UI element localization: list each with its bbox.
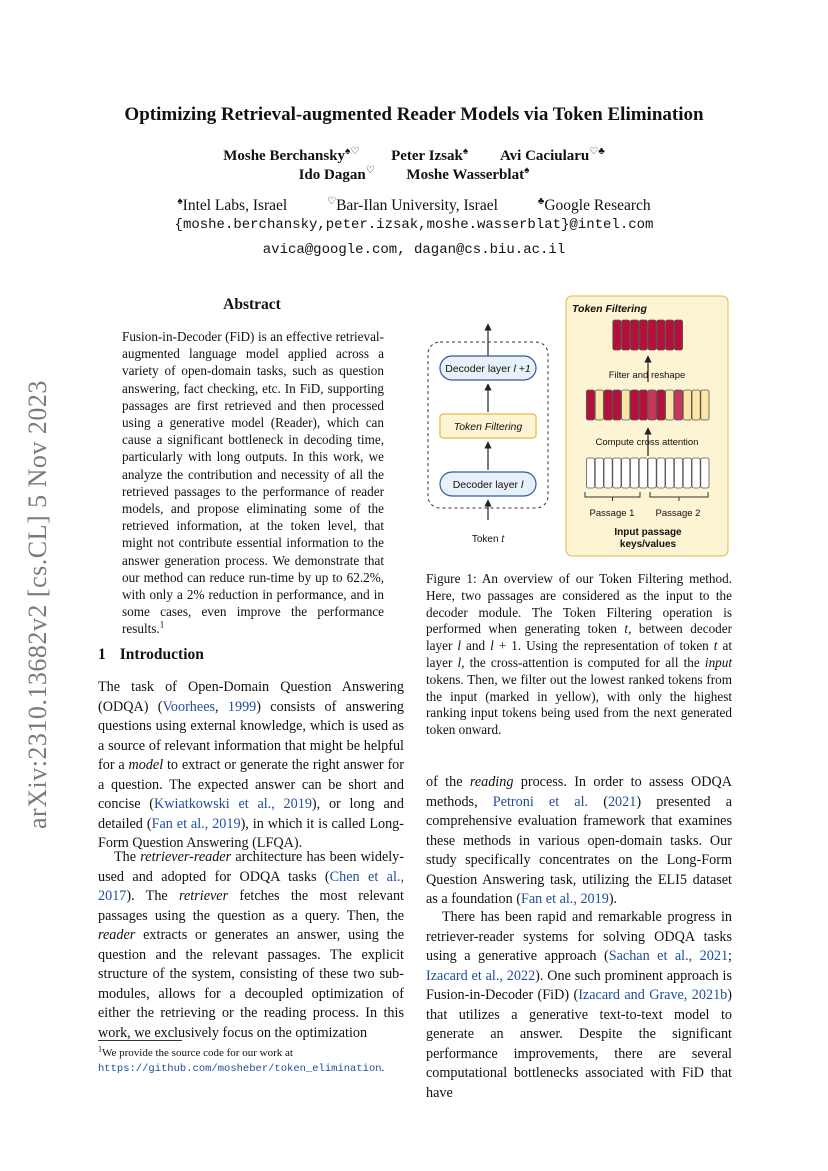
token-cell (639, 458, 647, 488)
citation-link[interactable]: Fan et al., 2019 (151, 815, 241, 832)
token-cell (622, 458, 630, 488)
filtered-token-row (613, 320, 683, 350)
source-code-link[interactable]: https://github.com/mosheber/token_elimination (98, 1063, 382, 1075)
author-name: Avi Caciularu♡♣ (499, 146, 605, 164)
token-cell (648, 458, 656, 488)
input-kv-label-line1: Input passage (614, 527, 682, 538)
author-name: Ido Dagan♡ (298, 165, 375, 183)
token-cell (639, 390, 647, 420)
token-cell (683, 390, 691, 420)
footnote: $^1$We provide the source code for our work at https://github.com/mosheber/token_elimination. (98, 1044, 385, 1075)
arxiv-identifier-stamp: arXiv:2310.13682v2 [cs.CL] 5 Nov 2023 (23, 380, 52, 830)
token-cell (613, 320, 621, 350)
token-cell (666, 320, 674, 350)
citation-link[interactable]: Izacard et al., 2022 (426, 967, 536, 984)
footnote-rule (98, 1040, 182, 1041)
token-cell (622, 390, 630, 420)
section-heading-introduction: 1 Introduction (98, 646, 204, 663)
abstract-heading: Abstract (223, 296, 281, 313)
token-cell (657, 390, 665, 420)
token-cell (586, 458, 594, 488)
token-cell (683, 458, 691, 488)
token-cell (666, 390, 674, 420)
token-cell (639, 320, 647, 350)
token-filtering-panel-title: Token Filtering (572, 303, 647, 315)
token-cell (604, 458, 612, 488)
citation-link[interactable]: 2021 (607, 793, 637, 810)
token-cell (630, 390, 638, 420)
paper-title: Optimizing Retrieval-augmented Reader Models via Token Elimination (124, 104, 704, 125)
author-line-2 (60, 165, 768, 184)
token-t-label: Token t (471, 534, 505, 545)
token-cell (674, 320, 682, 350)
token-cell (692, 390, 700, 420)
token-cell (648, 320, 656, 350)
token-cell (701, 458, 709, 488)
author-name: Moshe Wasserblat♠ (406, 165, 530, 183)
token-cell (595, 458, 603, 488)
citation-link[interactable]: Kwiatkowski et al., 2019 (154, 796, 312, 812)
intro-paragraph-4: There has been rapid and remarkable progress in retriever-reader systems for solving ODQA tasks using a generative approach (Sachan et al., 2021; Izacard et al., 2022). One such prominent approach is Fusion-in-Decoder (FiD) (Izacard and Grave, 2021b) that utilizes a generative text-to-text model to generate an answer. Despite the significant performance improvements, there are several computational bottlenecks associated with FiD that have (426, 909, 732, 1101)
intro-paragraph-1: The task of Open-Domain Question Answering (ODQA) (Voorhees, 1999) consists of answering questions using external knowledge, which is used as a source of relevant information that might be helpful for a model to extract or generate the right answer for a question. The expected answer can be short and concise (Kwiatkowski et al., 2019), or long and detailed (Fan et al., 2019), in which it is called Long-Form Question Answering (LFQA). (98, 679, 404, 851)
token-cell (622, 320, 630, 350)
input-kv-label-line2: keys/values (619, 539, 677, 550)
citation-link[interactable]: Fan et al., 2019 (520, 891, 609, 907)
author-name: Peter Izsak♠ (391, 146, 469, 164)
citation-link[interactable]: Izacard and Grave, 2021b (578, 987, 728, 1003)
token-cell (701, 390, 709, 420)
token-cell (613, 390, 621, 420)
citation-link[interactable]: 1999 (227, 698, 257, 715)
token-cell (613, 458, 621, 488)
token-cell (674, 390, 682, 420)
token-cell (692, 458, 700, 488)
scored-token-row (586, 390, 709, 420)
author-name: Moshe Berchansky♠♡ (223, 146, 360, 164)
passage-2-label: Passage 2 (655, 508, 701, 519)
affiliation: ♡Bar-Ilan University, Israel (327, 196, 498, 215)
email-line-2: avica@google.com, dagan@cs.biu.ac.il (262, 242, 566, 258)
token-cell (586, 390, 594, 420)
token-cell (666, 458, 674, 488)
citation-link[interactable]: Voorhees (162, 698, 216, 715)
citation-link[interactable]: Chen et al., 2017 (98, 868, 404, 904)
token-filtering-box-label: Token Filtering (453, 421, 523, 433)
token-cell (657, 320, 665, 350)
footnote-ref: 1 (159, 620, 165, 631)
decoder-layer-bottom-label: Decoder layer l (452, 479, 524, 491)
affiliation: ♣Google Research (537, 196, 651, 215)
citation-link[interactable]: Sachan et al., 2021 (608, 948, 729, 964)
token-cell (648, 390, 656, 420)
filter-reshape-label: Filter and reshape (608, 370, 686, 381)
figure-caption: Figure 1: An overview of our Token Filtering method. Here, two passages are considered as the input to the decoder module. The Token Filtering operation is performed when generating token t, between decoder layer l and l + 1. Using the representation of token t at layer l, the cross-attention is computed for all the input tokens. Then, we filter out the lowest ranked tokens from the input (marked in yellow), with only the highest ranking input tokens being used from the next generated token onward. (426, 571, 733, 738)
abstract-body: Fusion-in-Decoder (FiD) is an effective retrieval-augmented language model applied across a variety of open-domain tasks, such as question answering, fact checking, etc. In FiD, supporting passages are first retrieved and then processed using a generative model (Reader), which can cause a significant bottleneck in decoding time, particularly with long outputs. In this work, we analyze the contribution and necessity of all the retrieved passages to the performance of reader models, and propose eliminating some of the retrieved information, at the token level, that might not contribute essential information to the answer generation process. We demonstrate that our method can reduce run-time by up to 62.2%, with only a 2% reduction in performance, and in some cases, even improve the performance results.$^1$ (122, 329, 384, 637)
email-line-1: {moshe.berchansky,peter.izsak,moshe.wasserblat}@intel.com (174, 217, 654, 233)
compute-cross-attention-label: Compute cross attention (595, 437, 699, 448)
figure-token-filtering (420, 294, 736, 558)
citation-link[interactable]: Petroni et al. (492, 793, 589, 810)
token-cell (630, 320, 638, 350)
intro-paragraph-3: of the reading process. In order to assess ODQA methods, Petroni et al. (2021) presented a comprehensive evaluation framework that examines these methods in various open-domain tasks. Our study specifically concentrates on the Long-Form Question Answering task, utilizing the ELI5 dataset as a foundation (Fan et al., 2019). (426, 774, 732, 907)
author-line-1 (60, 146, 768, 165)
input-token-row (586, 458, 709, 488)
token-cell (674, 458, 682, 488)
intro-paragraph-2: The retriever-reader architecture has been widely-used and adopted for ODQA tasks (Chen et al., 2017). The retriever fetches the most relevant passages using the question as a query. Then, the reader extracts or generates an answer, using the question and the relevant passages. The explicit structure of the system, consisting of these two sub-modules, allows for a decoupled optimization of either the retrieving or the reading process. In this work, we exclusively focus on the optimization (98, 849, 404, 1041)
token-cell (630, 458, 638, 488)
decoder-layer-top-label: Decoder layer l +1 (445, 363, 531, 375)
token-cell (595, 390, 603, 420)
token-cell (657, 458, 665, 488)
affiliations (60, 196, 768, 215)
affiliation: ♠Intel Labs, Israel (177, 196, 288, 215)
token-cell (604, 390, 612, 420)
passage-1-label: Passage 1 (589, 508, 635, 519)
